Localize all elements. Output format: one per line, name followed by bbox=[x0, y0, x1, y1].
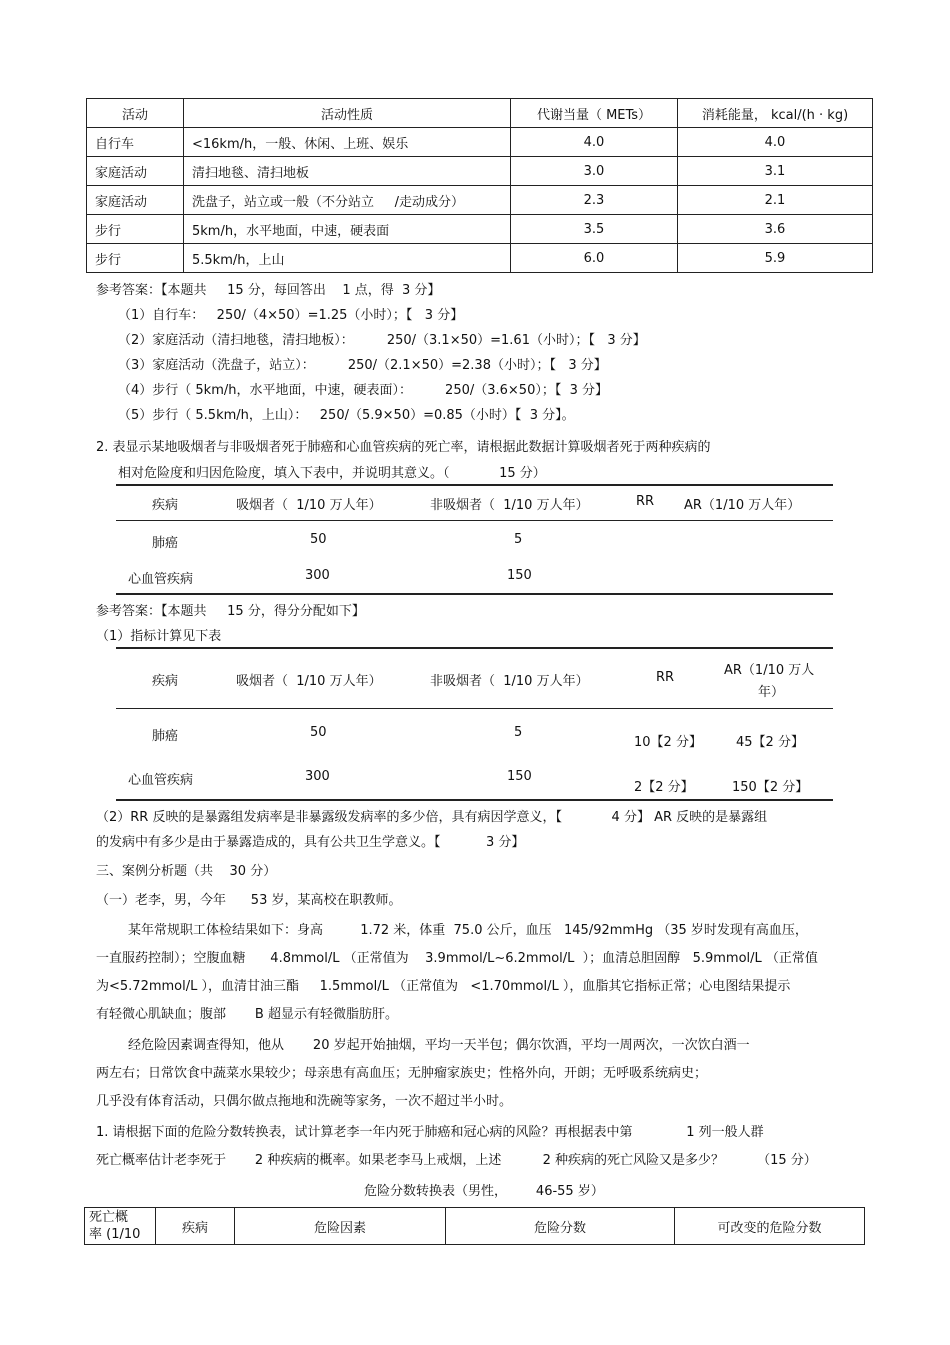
col-header: 代谢当量（ METs） bbox=[511, 99, 678, 128]
answer-explanation: 的发病中有多少是由于暴露造成的，具有公共卫生学意义。【 3 分】 bbox=[96, 835, 525, 850]
table-cell: 5.5km/h，上山 bbox=[184, 244, 511, 273]
table-cell: 3.0 bbox=[511, 157, 678, 186]
answer-sub: （1）指标计算见下表 bbox=[96, 629, 222, 644]
case-paragraph: 为<5.72mmol/L ），血清甘油三酯 1.5mmol/L （正常值为 <1.70mmol/L ），血脂其它指标正常；心电图结果提示 bbox=[96, 979, 791, 994]
table-cell: 4.0 bbox=[511, 128, 678, 157]
table-cell: 2.1 bbox=[678, 186, 873, 215]
table-title: 危险分数转换表（男性， 46-55 岁） bbox=[364, 1184, 604, 1199]
answer-item: （3）家庭活动（洗盘子，站立）： 250/（2.1×50）=2.38（小时）；【 3 分】 bbox=[118, 358, 607, 373]
col-header: 年） bbox=[758, 685, 785, 700]
table-rule bbox=[116, 593, 833, 595]
case-paragraph: 两左右；日常饮食中蔬菜水果较少；母亲患有高血压；无肿瘤家族史；性格外向，开朗；无呼吸系统病史； bbox=[96, 1066, 708, 1081]
case-paragraph: 一直服药控制）；空腹血糖 4.8mmol/L （正常值为 3.9mmol/L~6.2mmol/L ）；血清总胆固醇 5.9mmol/L （正常值 bbox=[96, 951, 818, 966]
col-header: RR bbox=[636, 494, 655, 509]
table-cell: 家庭活动 bbox=[87, 186, 184, 215]
case-paragraph: 有轻微心肌缺血；腹部 B 超显示有轻微脂肪肝。 bbox=[96, 1007, 398, 1022]
table-row bbox=[87, 157, 873, 186]
table-cell: 心血管疾病 bbox=[128, 572, 194, 587]
table-cell: 45【2 分】 bbox=[736, 735, 804, 750]
table-row bbox=[87, 244, 873, 273]
table-row bbox=[87, 186, 873, 215]
answer-header: 参考答案：【本题共 15 分，每回答出 1 点，得 3 分】 bbox=[96, 283, 441, 298]
table-cell: 步行 bbox=[87, 215, 184, 244]
case-paragraph: 某年常规职工体检结果如下：身高 1.72 米，体重 75.0 公斤，血压 145/92mmHg （35 岁时发现有高血压， bbox=[128, 923, 808, 938]
col-header: 吸烟者（ 1/10 万人年） bbox=[236, 498, 382, 513]
table-rule bbox=[116, 799, 833, 801]
col-header: 疾病 bbox=[152, 498, 179, 513]
col-header: 吸烟者（ 1/10 万人年） bbox=[236, 674, 382, 689]
col-header: 非吸烟者（ 1/10 万人年） bbox=[430, 498, 589, 513]
answer-item: （2）家庭活动（清扫地毯，清扫地板）： 250/（3.1×50）=1.61（小时）；【 3 分】 bbox=[118, 333, 646, 348]
table-rule bbox=[116, 484, 833, 486]
col-header bbox=[85, 1208, 156, 1245]
table-cell: 3.6 bbox=[678, 215, 873, 244]
answer-header: 参考答案：【本题共 15 分，得分分配如下】 bbox=[96, 604, 365, 619]
table-cell: 50 bbox=[310, 532, 327, 547]
table-cell: 清扫地毯、清扫地板 bbox=[184, 157, 511, 186]
answer-item: （4）步行（ 5km/h，水平地面，中速，硬表面）： 250/（3.6×50）；【 3 分】 bbox=[118, 383, 609, 398]
col-header: 活动性质 bbox=[184, 99, 511, 128]
answer-item: （5）步行（ 5.5km/h，上山）： 250/（5.9×50）=0.85（小时）【 3 分】。 bbox=[118, 408, 575, 423]
question-2-line1: 2. 表显示某地吸烟者与非吸烟者死于肺癌和心血管疾病的死亡率，请根据此数据计算吸烟者死于两种疾病的 bbox=[96, 440, 711, 455]
table-cell: <16km/h，一般、休闲、上班、娱乐 bbox=[184, 128, 511, 157]
col-header: 消耗能量， kcal/(h · kg) bbox=[678, 99, 873, 128]
table-row bbox=[87, 215, 873, 244]
answer-explanation: （2）RR 反映的是暴露组发病率是非暴露级发病率的多少倍，具有病因学意义，【 4 分】 AR 反映的是暴露组 bbox=[96, 810, 768, 825]
table-cell: 家庭活动 bbox=[87, 157, 184, 186]
col-header: 疾病 bbox=[156, 1208, 235, 1245]
case-question: 1. 请根据下面的危险分数转换表，试计算老李一年内死于肺癌和冠心病的风险？再根据表中第 1 列一般人群 bbox=[96, 1125, 764, 1140]
col-header-line: 死亡概 bbox=[89, 1210, 129, 1225]
table-cell: 肺癌 bbox=[152, 536, 179, 551]
table-cell: 300 bbox=[305, 769, 330, 784]
case-intro: （一）老李，男，今年 53 岁，某高校在职教师。 bbox=[96, 893, 402, 908]
table-cell: 步行 bbox=[87, 244, 184, 273]
table-cell: 肺癌 bbox=[152, 729, 179, 744]
table-header-row bbox=[85, 1208, 865, 1245]
table-header-row bbox=[87, 99, 873, 128]
table-cell: 150 bbox=[507, 568, 532, 583]
col-header: RR bbox=[656, 670, 675, 685]
col-header: 活动 bbox=[87, 99, 184, 128]
table-cell: 5.9 bbox=[678, 244, 873, 273]
case-question: 死亡概率估计老李死于 2 种疾病的概率。如果老李马上戒烟，上述 2 种疾病的死亡风险又是多少？ （15 分） bbox=[96, 1153, 817, 1168]
table-cell: 150【2 分】 bbox=[732, 780, 809, 795]
case-paragraph: 几乎没有体育活动，只偶尔做点拖地和洗碗等家务，一次不超过半小时。 bbox=[96, 1094, 513, 1109]
table-cell: 5 bbox=[514, 532, 523, 547]
activity-energy-table bbox=[86, 98, 873, 273]
table-cell: 6.0 bbox=[511, 244, 678, 273]
table-rule bbox=[116, 708, 833, 709]
col-header: AR（1/10 万人 bbox=[724, 663, 815, 678]
table-cell: 3.1 bbox=[678, 157, 873, 186]
table-cell: 自行车 bbox=[87, 128, 184, 157]
col-header: 疾病 bbox=[152, 674, 179, 689]
section-title: 三、案例分析题（共 30 分） bbox=[96, 864, 277, 879]
table-row bbox=[87, 128, 873, 157]
col-header: 危险因素 bbox=[235, 1208, 446, 1245]
table-cell: 洗盘子，站立或一般（不分站立 /走动成分） bbox=[184, 186, 511, 215]
table-cell: 4.0 bbox=[678, 128, 873, 157]
table-cell: 心血管疾病 bbox=[128, 773, 194, 788]
risk-score-table bbox=[84, 1207, 865, 1245]
table-cell: 10【2 分】 bbox=[634, 735, 702, 750]
table-cell: 2.3 bbox=[511, 186, 678, 215]
table-cell: 3.5 bbox=[511, 215, 678, 244]
col-header: 可改变的危险分数 bbox=[675, 1208, 865, 1245]
table-cell: 50 bbox=[310, 725, 327, 740]
col-header-line: 率 (1/10 bbox=[89, 1227, 141, 1242]
table-cell: 150 bbox=[507, 769, 532, 784]
answer-item: （1）自行车： 250/（4×50）=1.25（小时）；【 3 分】 bbox=[118, 308, 464, 323]
case-paragraph: 经危险因素调查得知，他从 20 岁起开始抽烟，平均一天半包；偶尔饮酒，平均一周两次，一次饮白酒一 bbox=[128, 1038, 750, 1053]
col-header: AR（1/10 万人年） bbox=[684, 498, 801, 513]
table-cell: 5 bbox=[514, 725, 523, 740]
table-cell: 2【2 分】 bbox=[634, 780, 694, 795]
table-rule bbox=[116, 520, 833, 521]
table-rule bbox=[116, 647, 833, 649]
col-header: 危险分数 bbox=[446, 1208, 675, 1245]
table-cell: 5km/h，水平地面，中速，硬表面 bbox=[184, 215, 511, 244]
question-2-line2: 相对危险度和归因危险度，填入下表中，并说明其意义。（ 15 分） bbox=[118, 466, 546, 481]
col-header: 非吸烟者（ 1/10 万人年） bbox=[430, 674, 589, 689]
table-cell: 300 bbox=[305, 568, 330, 583]
